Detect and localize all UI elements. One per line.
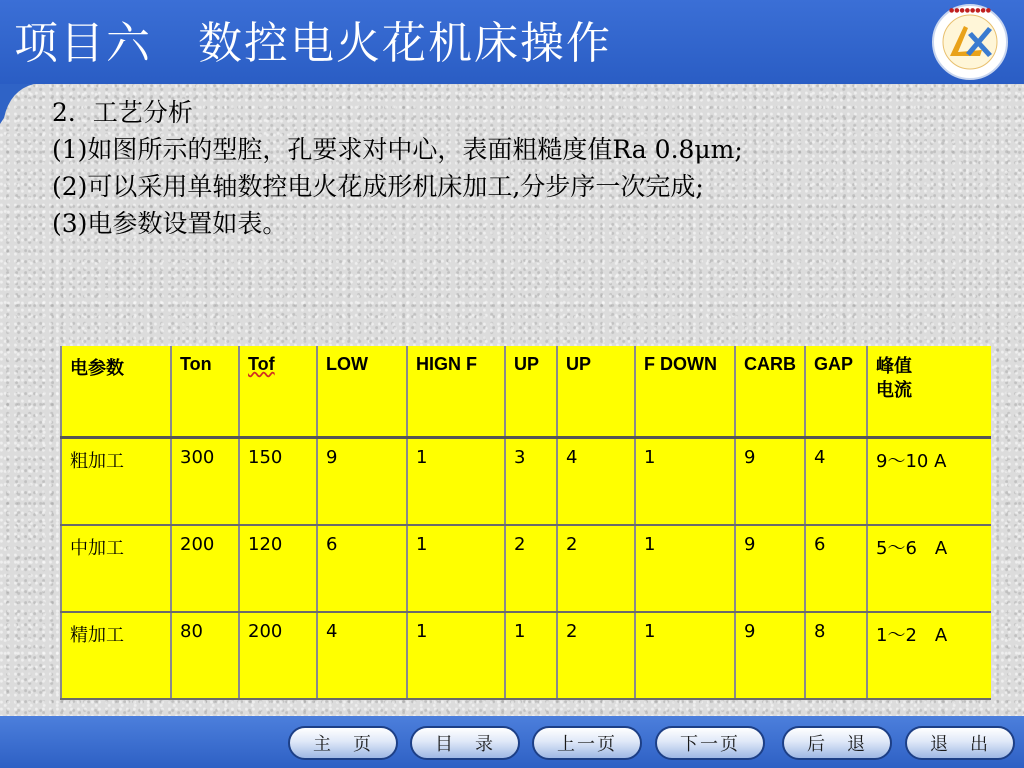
table-cell: 200 [171, 525, 239, 612]
exit-button[interactable]: 退 出 [905, 726, 1015, 760]
table-row [61, 612, 991, 699]
table-header: F DOWN [635, 346, 735, 438]
text-line: (3)电参数设置如表。 [52, 209, 288, 238]
table-cell: 200 [239, 612, 317, 699]
table-cell: 9 [735, 612, 805, 699]
section-heading: 2．工艺分析 [52, 98, 193, 127]
table-cell: 9 [735, 438, 805, 526]
text-line: (2)可以采用单轴数控电火花成形机床加工,分步序一次完成; [52, 172, 704, 201]
table-cell: 80 [171, 612, 239, 699]
table-cell: 1 [407, 612, 505, 699]
table-cell: 9 [735, 525, 805, 612]
corner-decoration [0, 84, 40, 124]
table-cell: 9～10 A [867, 438, 991, 526]
table-cell: 4 [317, 612, 407, 699]
table-cell: 1 [635, 438, 735, 526]
school-logo-icon [906, 2, 1024, 82]
table-cell: 3 [505, 438, 557, 526]
table-header: UP [557, 346, 635, 438]
table-cell: 300 [171, 438, 239, 526]
table-cell: 8 [805, 612, 867, 699]
table-cell: 6 [805, 525, 867, 612]
table-cell: 6 [317, 525, 407, 612]
parameter-table [60, 346, 991, 700]
contents-button[interactable]: 目 录 [410, 726, 520, 760]
table-cell: 中加工 [61, 525, 171, 612]
table-header: GAP [805, 346, 867, 438]
back-button[interactable]: 后 退 [782, 726, 892, 760]
table-cell: 1 [635, 525, 735, 612]
table-cell: 2 [557, 525, 635, 612]
table-header: UP [505, 346, 557, 438]
svg-text:●●●●●●●●: ●●●●●●●● [949, 7, 991, 14]
next-page-button[interactable]: 下一页 [655, 726, 765, 760]
table-cell: 150 [239, 438, 317, 526]
table-cell: 1 [407, 525, 505, 612]
table-cell: 2 [557, 612, 635, 699]
table-header: HIGN F [407, 346, 505, 438]
table-header: LOW [317, 346, 407, 438]
table-cell: 2 [505, 525, 557, 612]
table-cell: 1 [505, 612, 557, 699]
table-cell: 9 [317, 438, 407, 526]
table-row [61, 438, 991, 526]
page-title: 项目六 数控电火花机床操作 [14, 18, 612, 69]
table-cell: 1～2 A [867, 612, 991, 699]
table-cell: 120 [239, 525, 317, 612]
table-cell: 4 [805, 438, 867, 526]
text-block [52, 94, 892, 242]
previous-page-button[interactable]: 上一页 [532, 726, 642, 760]
table-header-row [61, 346, 991, 438]
table-header: Tof [239, 346, 317, 438]
home-button[interactable]: 主 页 [288, 726, 398, 760]
table-cell: 粗加工 [61, 438, 171, 526]
table-header: 峰值 电流 [867, 346, 991, 438]
table-cell: 1 [407, 438, 505, 526]
table-row [61, 525, 991, 612]
table-header: 电参数 [61, 346, 171, 438]
table-header: Ton [171, 346, 239, 438]
table-cell: 精加工 [61, 612, 171, 699]
table-cell: 1 [635, 612, 735, 699]
table-cell: 5～6 A [867, 525, 991, 612]
text-line: (1)如图所示的型腔，孔要求对中心，表面粗糙度值Ra 0.8μm; [52, 135, 743, 164]
table-cell: 4 [557, 438, 635, 526]
table-header: CARB [735, 346, 805, 438]
